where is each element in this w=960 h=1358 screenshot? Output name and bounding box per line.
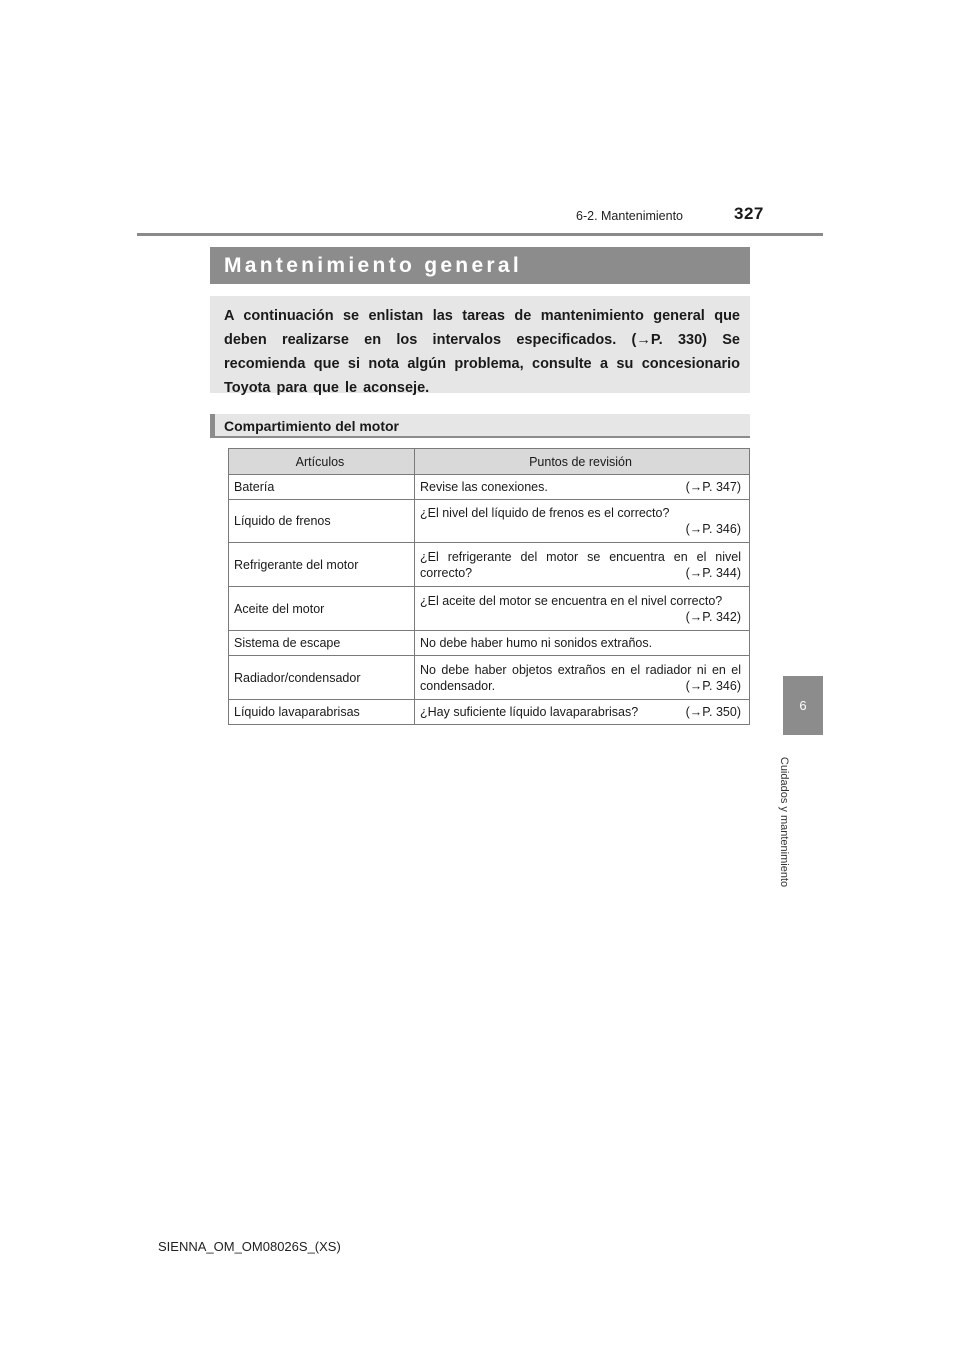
arrow-icon: →: [636, 332, 651, 348]
chapter-number: 6: [799, 698, 807, 713]
row-desc: ¿El refrigerante del motor se encuentra en el nivel correcto?: [420, 549, 741, 580]
page-reference[interactable]: (→P. 346): [685, 678, 741, 693]
column-header-items: Artículos: [229, 449, 415, 475]
subsection-heading: [210, 414, 750, 438]
page-reference[interactable]: (→P. 346): [685, 522, 741, 536]
table-row: [229, 631, 750, 656]
chapter-title: [772, 742, 796, 902]
row-item: Radiador/condensador: [229, 656, 415, 700]
row-desc: No debe haber humo ni sonidos extraños.: [420, 636, 653, 650]
row-item: Aceite del motor: [229, 587, 415, 631]
intro-box: [210, 296, 750, 396]
page-reference[interactable]: (→P. 347): [685, 480, 741, 494]
page-reference[interactable]: (→P. 350): [685, 705, 741, 719]
row-item: Líquido de frenos: [229, 500, 415, 543]
row-desc: ¿El aceite del motor se encuentra en el nivel correcto?: [420, 593, 723, 608]
row-item: Sistema de escape: [229, 631, 415, 656]
header-rule: [137, 233, 823, 236]
maintenance-table: [228, 448, 750, 725]
row-item: Batería: [229, 475, 415, 500]
table-header-row: [229, 449, 750, 475]
page-title: Mantenimiento general: [224, 253, 523, 277]
page-number: 327: [734, 204, 764, 223]
table-row: [229, 500, 750, 543]
row-desc: ¿Hay suficiente líquido lavaparabrisas?: [420, 705, 639, 719]
document-code: SIENNA_OM_OM08026S_(XS): [158, 1239, 341, 1254]
row-desc: Revise las conexiones.: [420, 480, 548, 494]
intro-text: [224, 304, 740, 400]
intro-text-start: A continuación se enlistan las tareas de mantenimiento general que deben realizarse en los intervalos especificados. (: [224, 308, 740, 348]
row-checkpoint: [415, 500, 750, 543]
row-checkpoint: [415, 587, 750, 631]
section-label: 6-2. Mantenimiento: [576, 209, 684, 223]
intro-text-end: P. 330) Se recomienda que si nota algún problema, consulte a su concesionario Toyota para que le aconseje.: [224, 332, 741, 396]
table-row: [229, 543, 750, 587]
row-item: Líquido lavaparabrisas: [229, 700, 415, 725]
column-header-checkpoints: Puntos de revisión: [415, 449, 750, 475]
page-reference[interactable]: (→P. 342): [685, 609, 741, 624]
table-row: [229, 656, 750, 700]
row-checkpoint: [415, 631, 750, 656]
row-checkpoint: [415, 475, 750, 500]
subsection-title: Compartimiento del motor: [224, 418, 400, 434]
table-row: [229, 475, 750, 500]
row-checkpoint: [415, 700, 750, 725]
page-reference[interactable]: (→P. 344): [685, 565, 741, 580]
row-checkpoint: [415, 656, 750, 700]
chapter-tab[interactable]: [783, 676, 823, 735]
chapter-title-text: Cuidados y mantenimiento: [778, 756, 790, 888]
row-item: Refrigerante del motor: [229, 543, 415, 587]
row-desc: ¿El nivel del líquido de frenos es el correcto?: [420, 506, 670, 520]
row-desc: No debe haber objetos extraños en el radiador ni en el condensador.: [420, 662, 741, 693]
row-checkpoint: [415, 543, 750, 587]
title-bar: [210, 247, 750, 284]
table-row: [229, 587, 750, 631]
table-row: [229, 700, 750, 725]
